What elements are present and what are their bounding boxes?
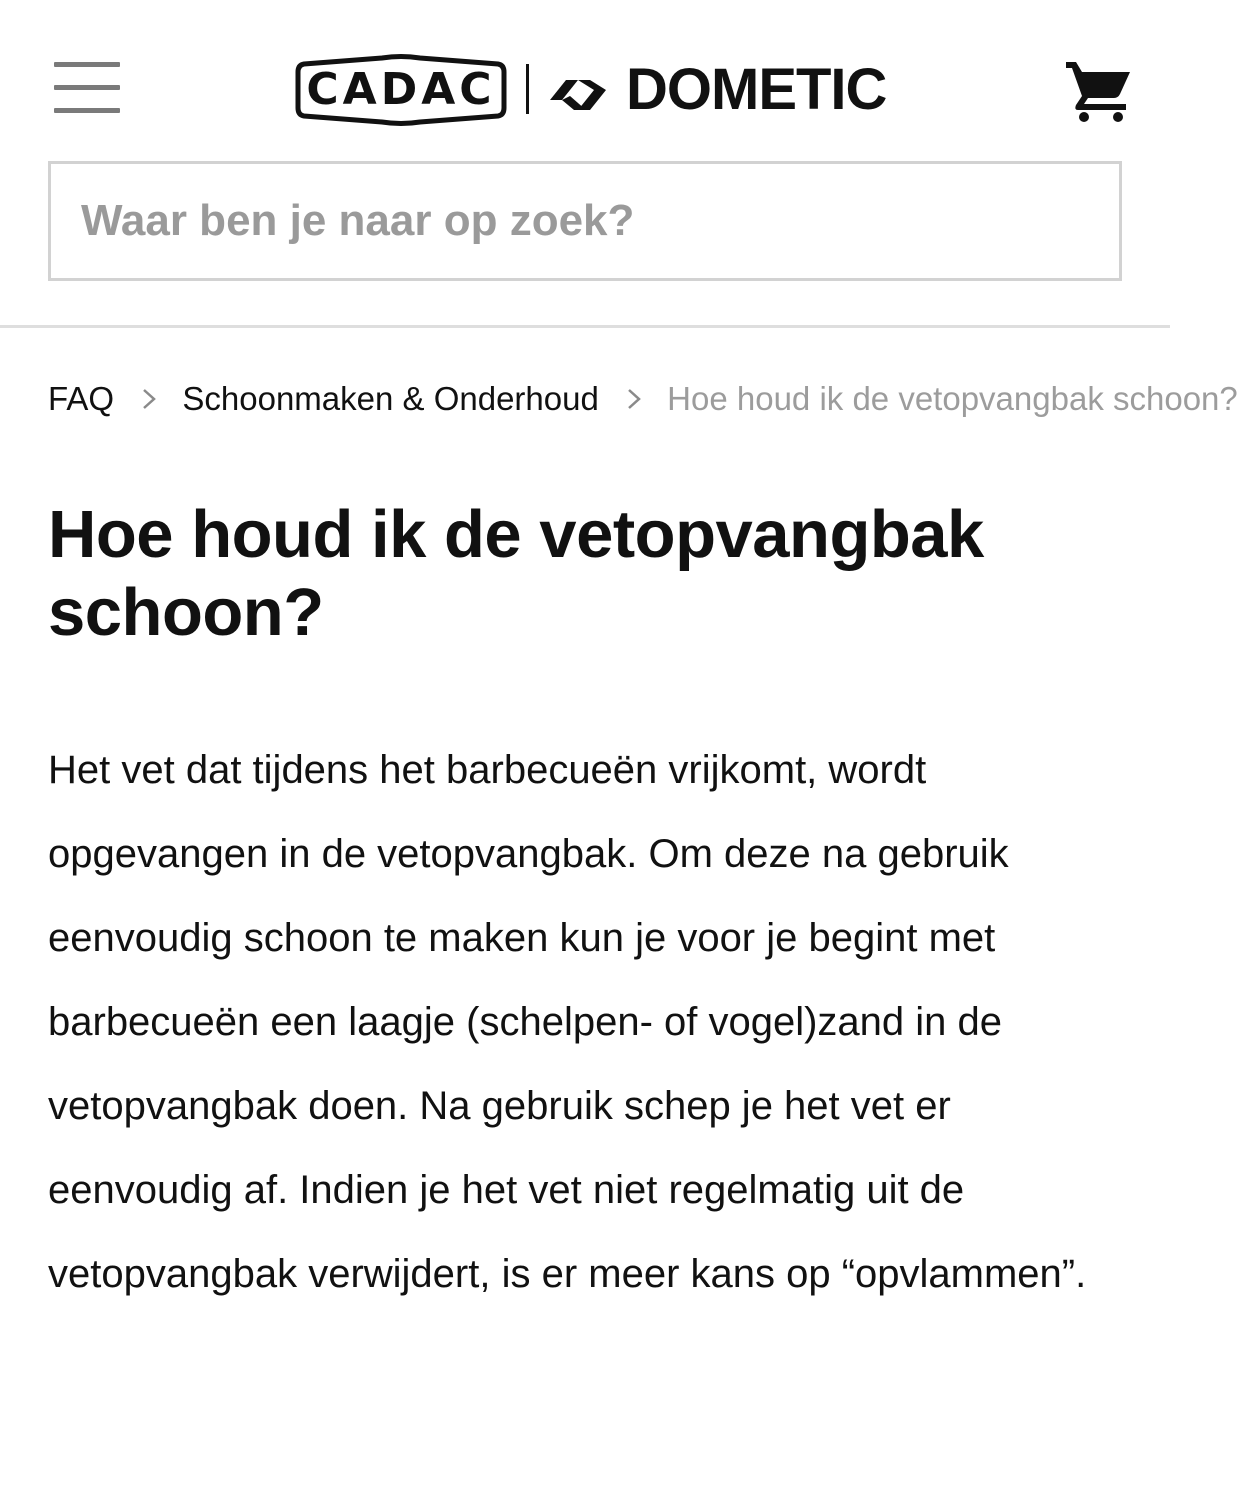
breadcrumb (48, 372, 1238, 422)
cadac-logo (290, 52, 512, 128)
chevron-right-icon (141, 388, 157, 410)
hamburger-menu-icon[interactable] (54, 62, 120, 114)
page-title: Hoe houd ik de vetopvangbak schoon? (48, 497, 984, 650)
shopping-cart-icon[interactable] (1064, 58, 1132, 122)
header-divider (0, 325, 1170, 328)
menu-bar (54, 62, 120, 67)
cadac-wordmark: CADAC (306, 64, 496, 115)
breadcrumb-item-faq[interactable]: FAQ (48, 380, 115, 418)
site-logo[interactable] (290, 52, 887, 128)
dometic-wordmark: DOMETIC (626, 57, 887, 122)
logo-divider (526, 64, 529, 114)
site-header (0, 0, 1170, 160)
search-input[interactable] (51, 164, 1119, 278)
breadcrumb-item-current: Hoe houd ik de vetopvangbak schoon? (667, 380, 1238, 418)
chevron-right-icon (626, 388, 642, 410)
menu-bar (54, 108, 120, 113)
breadcrumb-item-cleaning-maintenance[interactable]: Schoonmaken & Onderhoud (182, 380, 599, 418)
search-box (48, 161, 1122, 281)
menu-bar (54, 85, 120, 90)
article-body: Het vet dat tijdens het barbecueën vrijkomt, wordt opgevangen in de vetopvangbak. Om deze na gebruik eenvoudig schoon te maken kun je voor je begint met barbecueën een laagje (schelpen- of vogel)zand in de vetopvangbak doen. Na gebruik schep je het vet er eenvoudig af. Indien je het vet niet regelmatig uit de vetopvangbak verwijdert, is er meer kans op “opvlammen”. (48, 748, 1087, 1296)
dometic-chevron-icon (548, 66, 620, 114)
